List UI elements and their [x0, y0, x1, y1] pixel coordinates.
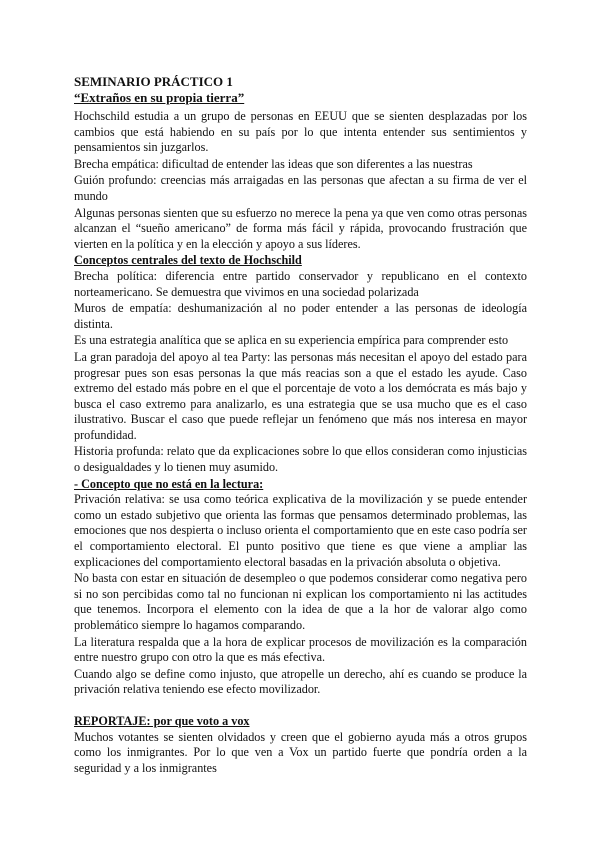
spacer	[74, 699, 527, 714]
paragraph-estrategia: Es una estrategia analítica que se aplica en su experiencia empírica para comprender esto	[74, 333, 509, 348]
paragraph-esfuerzo: Algunas personas sienten que su esfuerzo no merece la pena ya que ven como otras personas alcanzan el “sueño americano” de forma más fácil y rápida, provocando frustración que vierten en la política y en la elección y apoyo a sus líderes.	[74, 205, 527, 251]
paragraph-historia-profunda: Historia profunda: relato que da explicaciones sobre lo que ellos consideran como injusticias o desigualdades y lo tienen muy asumido.	[74, 444, 527, 475]
paragraph-literatura: La literatura respalda que a la hora de explicar procesos de movilización es la comparación entre nuestro grupo con otro la que es más efectiva.	[74, 634, 527, 665]
paragraph-privacion-relativa: Privación relativa: se usa como teórica explicativa de la movilización y se puede entender como un estado subjetivo que orienta las formas que pensamos determinado problemas, las emociones que nos despierta o incluso orienta el comportamiento que en este caso podría ser el comportamiento electoral. El punto positivo que tiene es que viene a ampliar las explicaciones del comportamiento electoral basadas en la privación absoluta o objetiva.	[74, 492, 527, 569]
section-heading-concepto-extra: - Concepto que no está en la lectura:	[74, 476, 264, 491]
paragraph-muros-empatia: Muros de empatía: deshumanización al no poder entender a las personas de ideología distinta.	[74, 301, 527, 331]
paragraph-intro: Hochschild estudia a un grupo de personas en EEUU que se sienten desplazadas por los cambios que está habiendo en su país por lo que intenta entender sus sentimientos y pensamientos sin juzgarlos.	[74, 109, 527, 155]
paragraph-votantes: Muchos votantes se sienten olvidados y creen que el gobierno ayuda más a otros grupos como los inmigrantes. Por lo que ven a Vox un partido fuerte que pondría orden a la seguridad y a los inmigrantes	[74, 729, 527, 775]
paragraph-guion-profundo: Guión profundo: creencias más arraigadas en las personas que afectan a su firma de ver el mundo	[74, 173, 527, 203]
paragraph-brecha-empatica: Brecha empática: dificultad de entender las ideas que son diferentes a las nuestras	[74, 156, 473, 171]
document-subtitle: “Extraños en su propia tierra”	[74, 90, 245, 105]
section-heading-reportaje: REPORTAJE: por que voto a vox	[74, 713, 250, 728]
document-title: SEMINARIO PRÁCTICO 1	[74, 74, 233, 89]
paragraph-brecha-politica: Brecha política: diferencia entre partido conservador y republicano en el contexto norteamericano. Se demuestra que vivimos en una sociedad polarizada	[74, 268, 527, 299]
paragraph-injusto: Cuando algo se define como injusto, que atropelle un derecho, ahí es cuando se produce la privación relativa teniendo ese efecto movilizador.	[74, 666, 527, 697]
paragraph-paradoja: La gran paradoja del apoyo al tea Party: las personas más necesitan el apoyo del estado para progresar pues son esas personas la que más reacias son a que el estado les ayude. Caso extremo del estado más pobre en el que el porcentaje de voto a los demócrata es más bajo y busca el caso extremo para analizarlo, es una estrategia que se usa mucho que es el caso ilustrativo. Buscar el caso que puede reflejar un fenómeno que más nos interesa en mayor profundidad.	[74, 349, 527, 442]
paragraph-desempleo: No basta con estar en situación de desempleo o que podemos considerar como negativa pero si no son percibidas como tal no funcionan ni explican los comportamiento ni las actitudes que tenemos. Incorpora el elemento con la idea de que a la hor de valorar algo como problemático siempre lo hagamos comparando.	[74, 571, 527, 632]
document-page	[74, 72, 527, 777]
section-heading-conceptos: Conceptos centrales del texto de Hochschild	[74, 253, 302, 268]
